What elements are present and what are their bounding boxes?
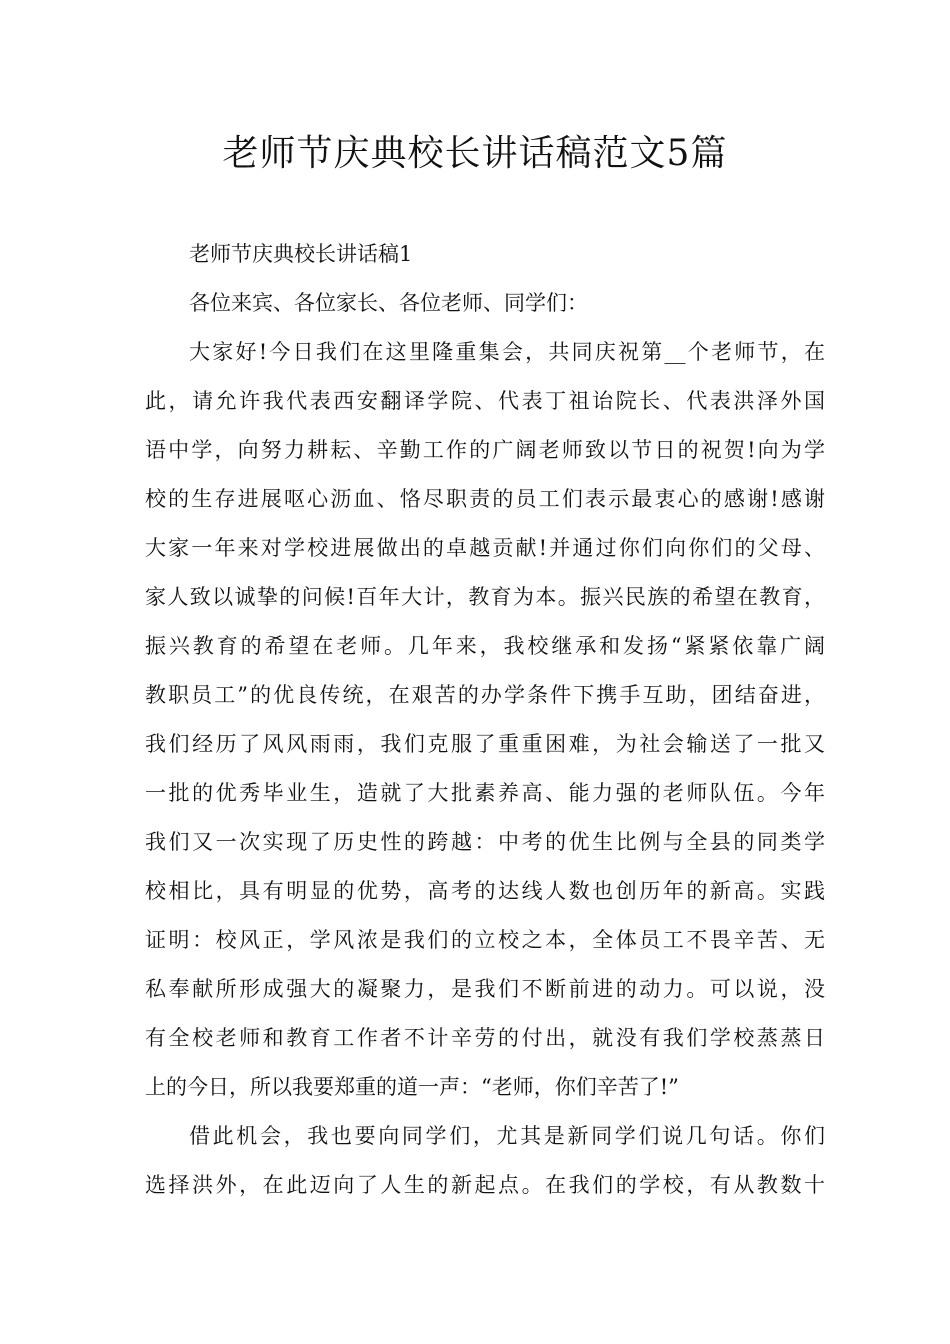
paragraph-line: 校相比，具有明显的优势，高考的达线人数也创历年的新高。实践 [145, 879, 825, 903]
paragraph-line: 有全校老师和教育工作者不计辛劳的付出，就没有我们学校蒸蒸日 [145, 1026, 825, 1050]
paragraph-line: 一批的优秀毕业生，造就了大批素养高、能力强的老师队伍。今年 [145, 781, 825, 805]
paragraph-line: 我们又一次实现了历史性的跨越：中考的优生比例与全县的同类学 [145, 830, 825, 854]
paragraph-line: 我们经历了风风雨雨，我们克服了重重困难，为社会输送了一批又 [145, 732, 825, 756]
salutation-line: 各位来宾、各位家长、各位老师、同学们： [189, 291, 588, 315]
section-heading: 老师节庆典校长讲话稿1 [189, 242, 413, 266]
paragraph-line: 家人致以诚挚的问候!百年大计，教育为本。振兴民族的希望在教育， [145, 585, 825, 609]
paragraph-line: 大家好!今日我们在这里隆重集会，共同庆祝第__个老师节，在 [189, 340, 825, 364]
paragraph-line: 大家一年来对学校进展做出的卓越贡献!并通过你们向你们的父母、 [145, 536, 825, 560]
paragraph-line: 证明：校风正，学风浓是我们的立校之本，全体员工不畏辛苦、无 [145, 928, 825, 952]
paragraph-line: 校的生存进展呕心沥血、恪尽职责的员工们表示最衷心的感谢!感谢 [145, 487, 825, 511]
paragraph-line: 选择洪外，在此迈向了人生的新起点。在我们的学校，有从教数十 [145, 1173, 825, 1197]
paragraph-line: 振兴教育的希望在老师。几年来，我校继承和发扬“紧紧依靠广阔 [145, 634, 825, 658]
paragraph-line: 私奉献所形成强大的凝聚力，是我们不断前进的动力。可以说，没 [145, 977, 825, 1001]
paragraph-line: 教职员工”的优良传统，在艰苦的办学条件下携手互助，团结奋进， [145, 683, 825, 707]
document-body [145, 230, 825, 1210]
paragraph-line: 借此机会，我也要向同学们，尤其是新同学们说几句话。你们 [189, 1124, 825, 1148]
document-title: 老师节庆典校长讲话稿范文5篇 [222, 133, 728, 174]
paragraph-line: 语中学，向努力耕耘、辛勤工作的广阔老师致以节日的祝贺!向为学 [145, 438, 825, 462]
paragraph-line: 此，请允许我代表西安翻译学院、代表丁祖诒院长、代表洪泽外国 [145, 389, 825, 413]
paragraph-line: 上的今日，所以我要郑重的道一声：“老师，你们辛苦了!” [145, 1075, 679, 1099]
